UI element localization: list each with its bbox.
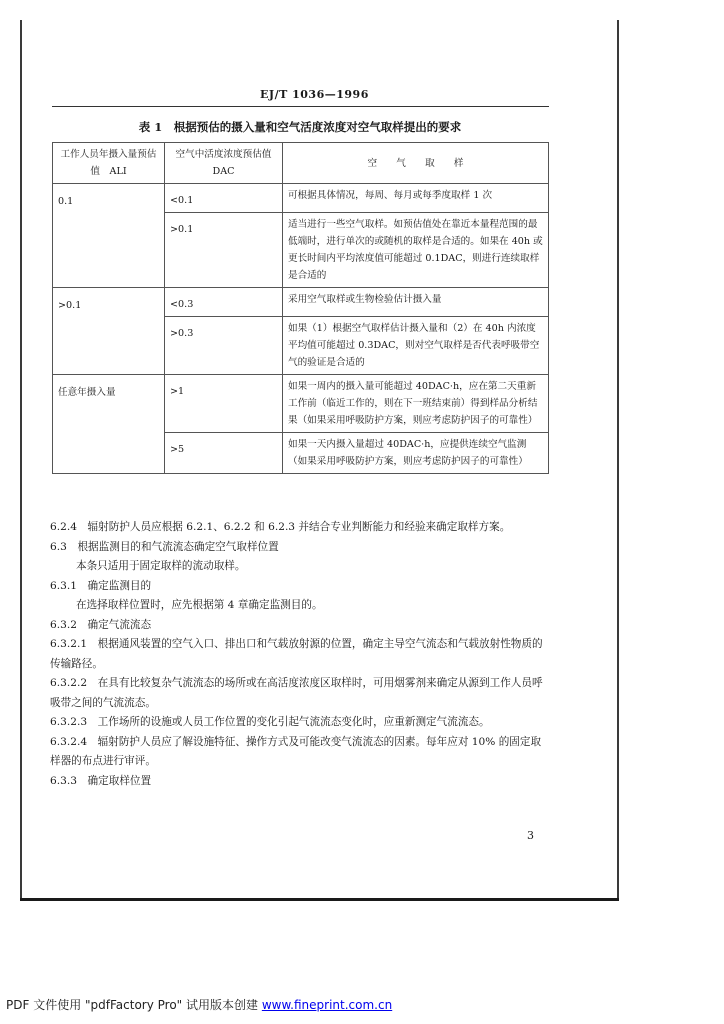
ali-cell: 任意年摄入量	[53, 375, 165, 474]
document-header: EJ/T 1036—1996	[260, 88, 369, 101]
ali-cell: >0.1	[53, 288, 165, 375]
header-rule	[52, 106, 549, 107]
sampling-requirements-table	[52, 142, 549, 474]
paragraph-6-3-1: 在选择取样位置时，应先根据第 4 章确定监测目的。	[76, 599, 323, 611]
dac-cell: >1	[165, 375, 283, 433]
paragraph-6-3-2-3: 6.3.2.3 工作场所的设施或人员工作位置的变化引起气流流态变化时，应重新测定气流流态。	[50, 716, 490, 728]
requirement-cell: 适当进行一些空气取样。如预估值处在靠近本量程范围的最低端时，进行单次的或随机的取样是合适的。如果在 40h 或更长时间内平均浓度值可能超过 0.1DAC，则进行连续取样是合适的	[283, 213, 549, 288]
paragraph-6-3-2-1: 6.3.2.1 根据通风装置的空气入口、排出口和气载放射源的位置，确定主导空气流态和气载放射性物质的传输路径。	[50, 638, 543, 670]
page-number: 3	[527, 829, 534, 842]
column-header-sampling: 空 气 取 样	[283, 143, 549, 184]
footer-text: PDF 文件使用 "pdfFactory Pro" 试用版本创建	[6, 998, 259, 1012]
dac-cell: >5	[165, 433, 283, 474]
paragraph-6-3-2-2: 6.3.2.2 在具有比较复杂气流流态的场所或在高活度浓度区取样时，可用烟雾剂来确定从源到工作人员呼吸带之间的气流流态。	[50, 677, 543, 709]
pdf-footer	[6, 996, 392, 1013]
heading-6-3-2: 6.3.2 确定气流流态	[50, 618, 152, 631]
requirement-cell: 如果（1）根据空气取样估计摄入量和（2）在 40h 内浓度平均值可能超过 0.3DAC，则对空气取样是否代表呼吸带空气的验证是合适的	[283, 317, 549, 375]
table-row	[53, 184, 549, 213]
body-text	[50, 518, 550, 791]
scan-border-left	[20, 20, 22, 900]
paragraph-6-3-scope: 本条只适用于固定取样的流动取样。	[76, 560, 246, 572]
dac-cell: <0.3	[165, 288, 283, 317]
requirement-cell: 采用空气取样或生物检验估计摄入量	[283, 288, 549, 317]
dac-cell: <0.1	[165, 184, 283, 213]
requirement-cell: 可根据具体情况，每周、每月或每季度取样 1 次	[283, 184, 549, 213]
paragraph-6-2-4: 6.2.4 辐射防护人员应根据 6.2.1、6.2.2 和 6.2.3 并结合专业判断能力和经验来确定取样方案。	[50, 521, 511, 533]
column-header-dac: 空气中活度浓度预估值 DAC	[165, 143, 283, 184]
requirement-cell: 如果一周内的摄入量可能超过 40DAC·h，应在第二天重新工作前（临近工作的，则在下一班结束前）得到样品分析结果（如果采用呼吸防护方案，则应考虑防护因子的可靠性）	[283, 375, 549, 433]
table-row	[53, 375, 549, 433]
table-row	[53, 288, 549, 317]
column-header-ali: 工作人员年摄入量预估值 ALI	[53, 143, 165, 184]
heading-6-3-1: 6.3.1 确定监测目的	[50, 579, 152, 592]
table-header-row	[53, 143, 549, 184]
heading-6-3: 6.3 根据监测目的和气流流态确定空气取样位置	[50, 540, 279, 553]
dac-cell: >0.1	[165, 213, 283, 288]
table-title: 表 1 根据预估的摄入量和空气活度浓度对空气取样提出的要求	[138, 120, 462, 134]
ali-cell: 0.1	[53, 184, 165, 288]
scan-border-right	[617, 20, 619, 900]
heading-6-3-3: 6.3.3 确定取样位置	[50, 774, 152, 787]
requirement-cell: 如果一天内摄入量超过 40DAC·h，应提供连续空气监测（如果采用呼吸防护方案，则应考虑防护因子的可靠性）	[283, 433, 549, 474]
scan-border-bottom	[20, 898, 619, 901]
paragraph-6-3-2-4: 6.3.2.4 辐射防护人员应了解设施特征、操作方式及可能改变气流流态的因素。每年应对 10% 的固定取样器的布点进行审评。	[50, 735, 542, 767]
dac-cell: >0.3	[165, 317, 283, 375]
footer-link[interactable]: www.fineprint.com.cn	[261, 998, 393, 1012]
